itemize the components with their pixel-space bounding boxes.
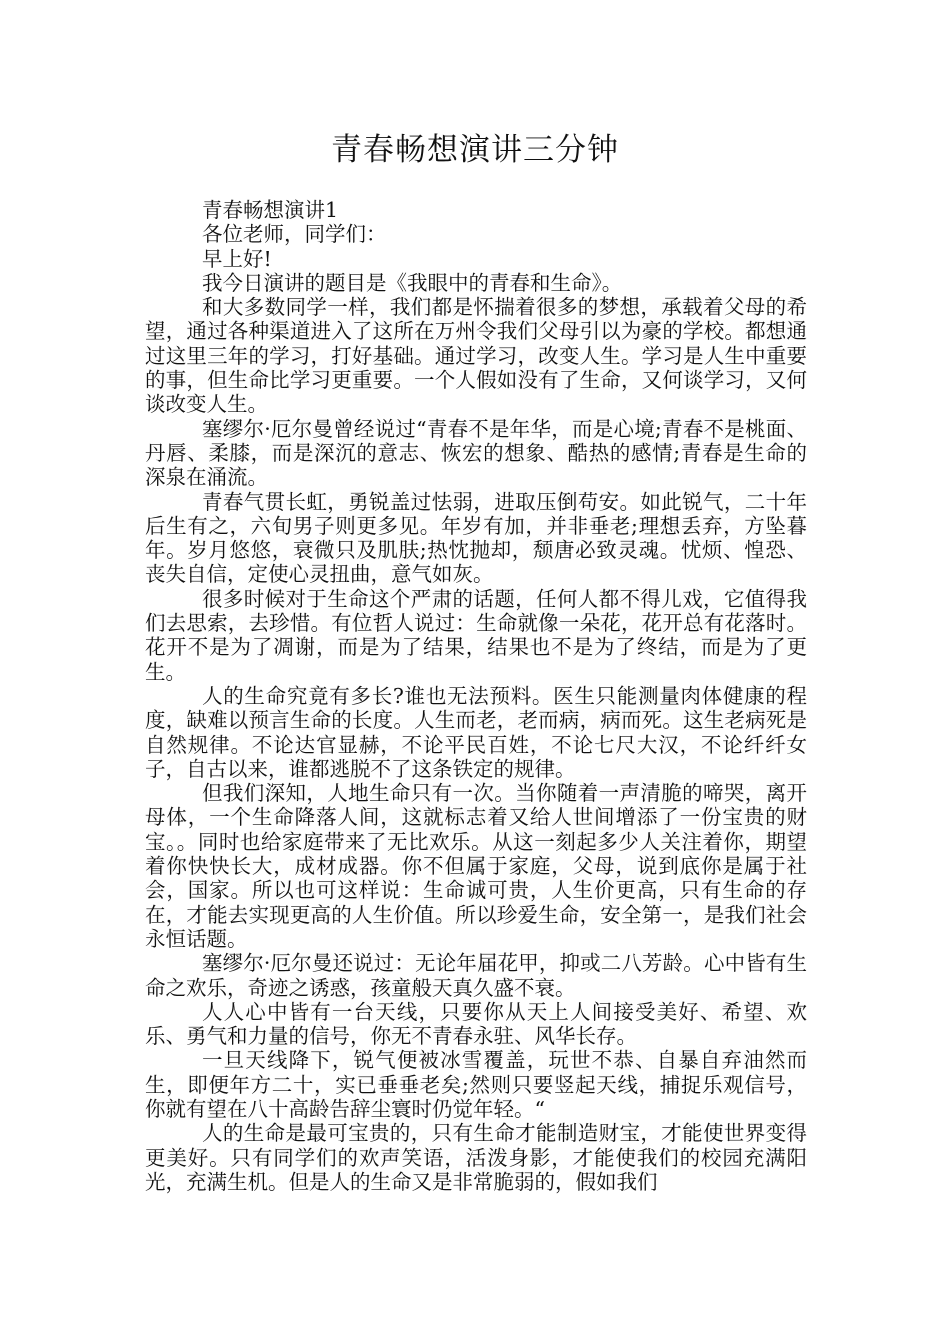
document-body (145, 198, 807, 1194)
paragraph: 很多时候对于生命这个严肃的话题，任何人都不得儿戏，它值得我们去思索，去珍惜。有位哲人说过：生命就像一朵花，花开总有花落时。花开不是为了凋谢，而是为了结果，结果也不是为了终结，而是为了更生。 (145, 586, 807, 684)
paragraph: 塞缪尔·厄尔曼还说过：无论年届花甲，抑或二八芳龄。心中皆有生命之欢乐，奇迹之诱惑，孩童般天真久盛不衰。 (145, 951, 807, 1000)
paragraph: 青春畅想演讲1 (202, 198, 339, 222)
paragraph: 青春气贯长虹，勇锐盖过怯弱，进取压倒苟安。如此锐气，二十年后生有之，六旬男子则更多见。年岁有加，并非垂老;理想丢弃，方坠暮年。岁月悠悠，衰微只及肌肤;热忱抛却，颓唐必致灵魂。忧烦、惶恐、丧失自信，定使心灵扭曲，意气如灰。 (145, 489, 807, 587)
paragraph: 塞缪尔·厄尔曼曾经说过“青春不是年华，而是心境;青春不是桃面、丹唇、柔膝，而是深沉的意志、恢宏的想象、酷热的感情;青春是生命的深泉在涌流。 (145, 416, 807, 490)
paragraph: 人的生命究竟有多长?谁也无法预料。医生只能测量肉体健康的程度，缺难以预言生命的长度。人生而老，老而病，病而死。这生老病死是自然规律。不论达官显赫，不论平民百姓，不论七尺大汉，不论纤纤女子，自古以来，谁都逃脱不了这条铁定的规律。 (145, 683, 807, 781)
paragraph: 和大多数同学一样，我们都是怀揣着很多的梦想，承载着父母的希望，通过各种渠道进入了这所在万州令我们父母引以为豪的学校。都想通过这里三年的学习，打好基础。通过学习，改变人生。学习是人生中重要的事，但生命比学习更重要。一个人假如没有了生命，又何谈学习，又何谈改变人生。 (145, 295, 807, 417)
paragraph: 人人心中皆有一台天线，只要你从天上人间接受美好、希望、欢乐、勇气和力量的信号，你无不青春永驻、风华长存。 (145, 999, 807, 1049)
paragraph: 各位老师，同学们： (202, 222, 387, 247)
paragraph: 人的生命是最可宝贵的，只有生命才能制造财宝，才能使世界变得更美好。只有同学们的欢声笑语，活泼身影，才能使我们的校园充满阳光，充满生机。但是人的生命又是非常脆弱的，假如我们 (145, 1121, 807, 1194)
document-title: 青春畅想演讲三分钟 (331, 132, 619, 168)
paragraph: 早上好! (202, 246, 272, 271)
paragraph: 一旦天线降下，锐气便被冰雪覆盖，玩世不恭、自暴自弃油然而生，即便年方二十，实已垂垂老矣;然则只要竖起天线，捕捉乐观信号，你就有望在八十高龄告辞尘寰时仍觉年轻。“ (145, 1048, 807, 1121)
paragraph: 我今日演讲的题目是《我眼中的青春和生命》。 (202, 270, 623, 295)
paragraph: 但我们深知，人地生命只有一次。当你随着一声清脆的啼哭，离开母体，一个生命降落人间，这就标志着又给人世间增添了一份宝贵的财宝。。同时也给家庭带来了无比欢乐。从这一刻起多少人关注着你，期望着你快快长大，成材成器。你不但属于家庭，父母，说到底你是属于社会，国家。所以也可这样说：生命诚可贵，人生价更高，只有生命的存在，才能去实现更高的人生价值。所以珍爱生命，安全第一，是我们社会永恒话题。 (145, 781, 807, 951)
